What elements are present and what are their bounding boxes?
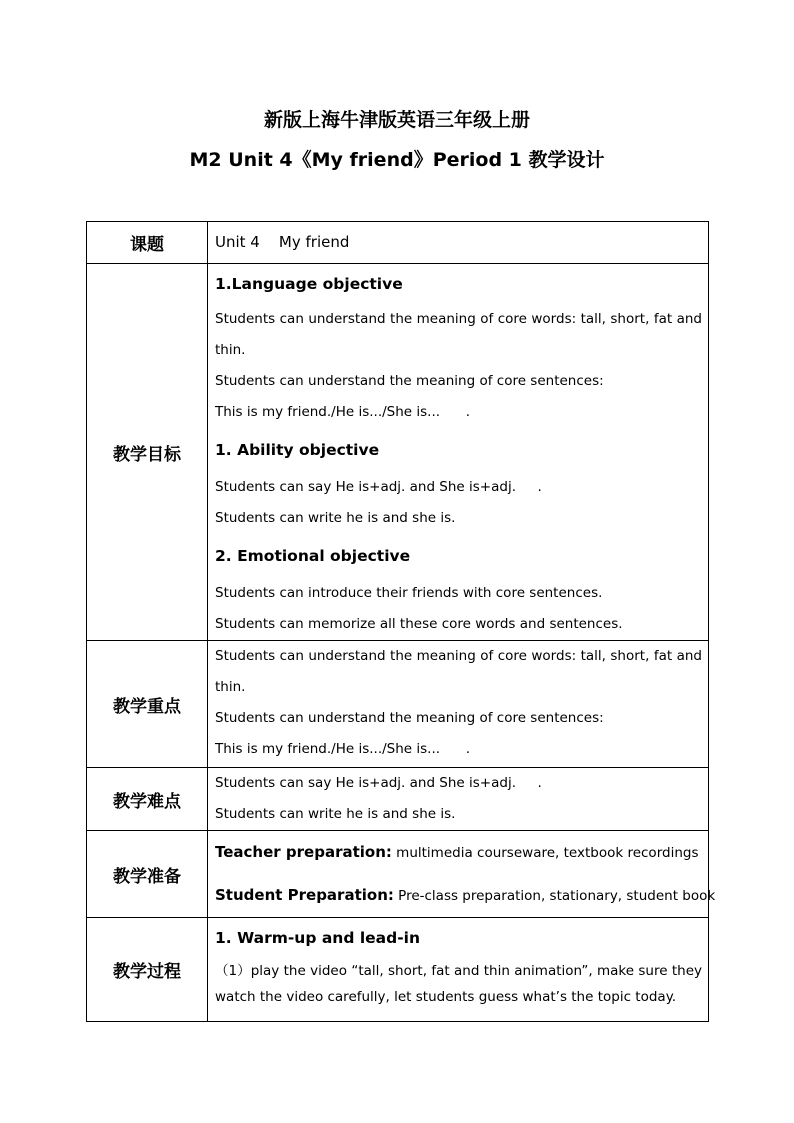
student-preparation-label: Student Preparation: xyxy=(215,886,394,904)
row-subject xyxy=(87,222,709,264)
key-point-line: This is my friend./He is.../She is... . xyxy=(215,741,471,757)
student-preparation-value: Pre-class preparation, stationary, student book xyxy=(393,888,716,904)
cell-key-points xyxy=(208,641,709,768)
row-key-points xyxy=(87,641,709,768)
objective-line: This is my friend./He is.../She is... . xyxy=(215,404,471,420)
difficulty-line: Students can write he is and she is. xyxy=(215,806,456,822)
key-point-line: Students can understand the meaning of core words: tall, short, fat and xyxy=(215,648,702,664)
key-point-line: Students can understand the meaning of core sentences: xyxy=(215,710,604,726)
cell-preparation xyxy=(208,831,716,918)
label-preparation: 教学准备 xyxy=(87,831,208,918)
label-subject: 课题 xyxy=(87,222,208,264)
cell-objectives xyxy=(208,264,709,641)
teacher-preparation xyxy=(215,831,702,874)
objective-line: Students can understand the meaning of core words: tall, short, fat and xyxy=(215,311,702,327)
row-process xyxy=(87,918,709,1022)
objective-heading-emotional: 2. Emotional objective xyxy=(215,547,411,565)
student-preparation xyxy=(215,874,716,917)
cell-process xyxy=(208,918,709,1022)
process-heading-warmup: 1. Warm-up and lead-in xyxy=(215,929,420,947)
lesson-plan-table xyxy=(86,221,716,1022)
process-paragraph: （1）play the video “tall, short, fat and thin animation”, make sure they watch the video carefully, let students guess what’s the topic today. xyxy=(215,963,702,1005)
objective-line: Students can say He is+adj. and She is+adj. . xyxy=(215,479,542,495)
label-objectives: 教学目标 xyxy=(87,264,208,641)
row-preparation xyxy=(87,831,709,918)
label-process: 教学过程 xyxy=(87,918,208,1022)
row-objectives xyxy=(87,264,709,641)
label-difficulties: 教学难点 xyxy=(87,768,208,831)
objective-line: Students can introduce their friends with core sentences. xyxy=(215,585,603,601)
teacher-preparation-label: Teacher preparation: xyxy=(215,843,392,861)
objective-heading-ability: 1. Ability objective xyxy=(215,441,380,459)
document-subtitle: M2 Unit 4《My friend》Period 1 教学设计 xyxy=(189,149,605,171)
teacher-preparation-value: multimedia courseware, textbook recordings xyxy=(391,845,699,861)
objective-heading-language: 1.Language objective xyxy=(215,275,403,293)
row-difficulties xyxy=(87,768,709,831)
objective-line: Students can write he is and she is. xyxy=(215,510,456,526)
subject-value: Unit 4 My friend xyxy=(215,233,350,251)
objective-line: thin. xyxy=(215,342,246,358)
cell-difficulties xyxy=(208,768,709,831)
cell-subject xyxy=(208,222,709,264)
label-key-points: 教学重点 xyxy=(87,641,208,768)
objective-line: Students can understand the meaning of core sentences: xyxy=(215,373,604,389)
key-point-line: thin. xyxy=(215,679,246,695)
difficulty-line: Students can say He is+adj. and She is+adj. . xyxy=(215,775,542,791)
document-title: 新版上海牛津版英语三年级上册 xyxy=(263,109,530,131)
objective-line: Students can memorize all these core words and sentences. xyxy=(215,616,623,632)
